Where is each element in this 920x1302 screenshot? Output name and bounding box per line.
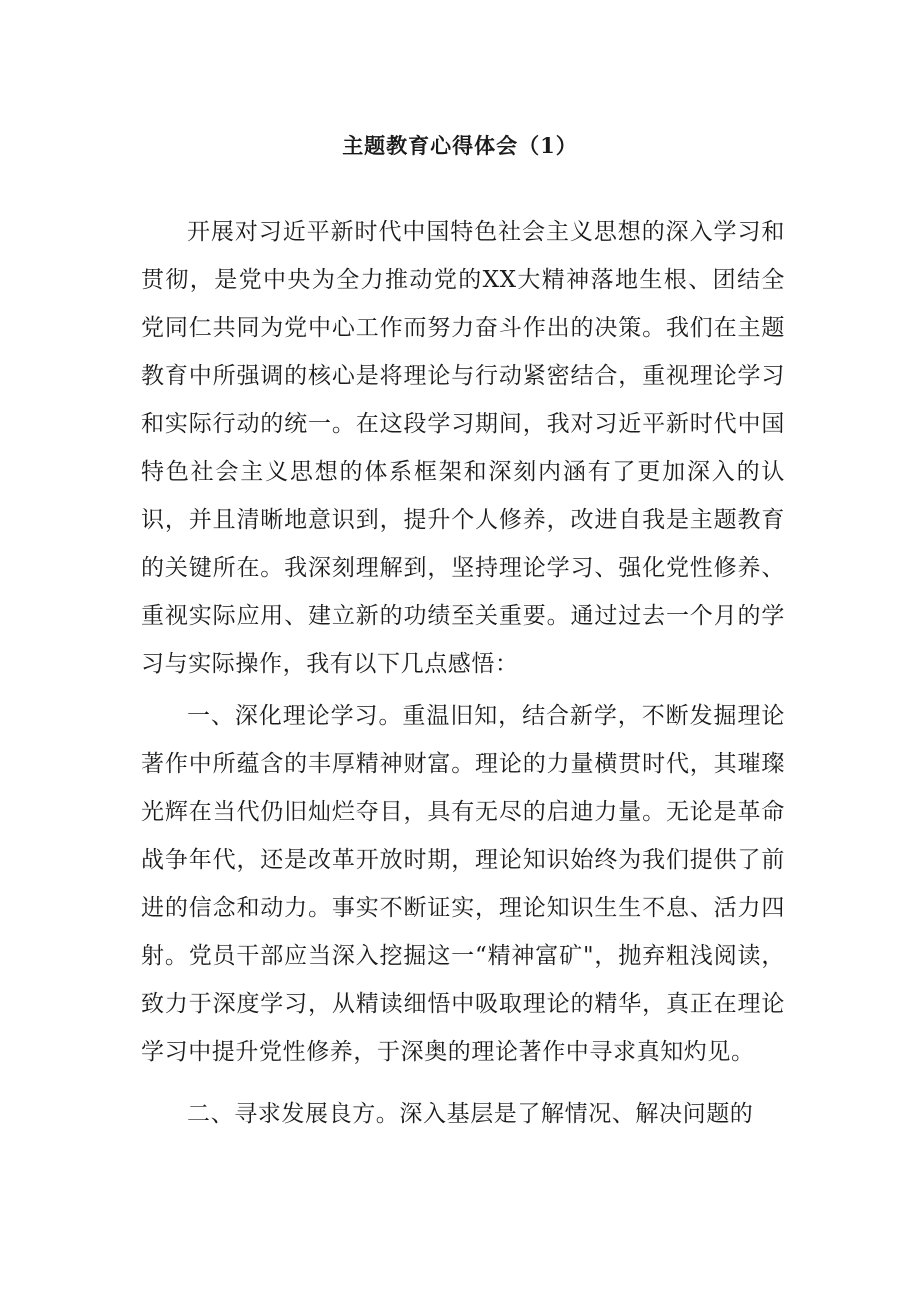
document-body	[141, 208, 785, 1138]
paragraph-section-1: 一、深化理论学习。重温旧知，结合新学，不断发掘理论著作中所蕴含的丰厚精神财富。理论的力量横贯时代，其璀璨光辉在当代仍旧灿烂夺目，具有无尽的启迪力量。无论是革命战争年代，还是改革开放时期，理论知识始终为我们提供了前进的信念和动力。事实不断证实，理论知识生生不息、活力四射。党员干部应当深入挖掘这一“精神富矿"，抛弃粗浅阅读，致力于深度学习，从精读细悟中吸取理论的精华，真正在理论学习中提升党性修养，于深奥的理论著作中寻求真知灼见。	[141, 703, 785, 1065]
document-title: 主题教育心得体会（1）	[342, 133, 578, 158]
paragraph-section-2: 二、寻求发展良方。深入基层是了解情况、解决问题的	[187, 1101, 754, 1127]
paragraph-intro: 开展对习近平新时代中国特色社会主义思想的深入学习和贯彻，是党中央为全力推动党的XX大精神落地生根、团结全党同仁共同为党中心工作而努力奋斗作出的决策。我们在主题教育中所强调的核心是将理论与行动紧密结合，重视理论学习和实际行动的统一。在这段学习期间，我对习近平新时代中国特色社会主义思想的体系框架和深刻内涵有了更加深入的认识，并且清晰地意识到，提升个人修养，改进自我是主题教育的关键所在。我深刻理解到，坚持理论学习、强化党性修养、重视实际应用、建立新的功绩至关重要。通过过去一个月的学习与实际操作，我有以下几点感悟：	[141, 219, 785, 677]
